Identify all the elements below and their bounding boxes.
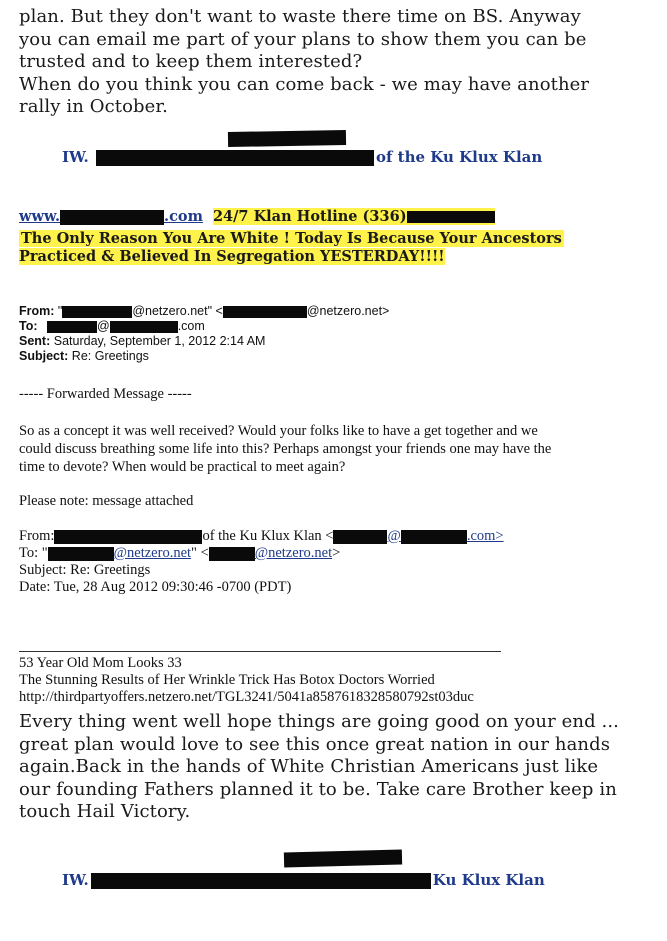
to-at: @ [97,319,110,333]
redaction-bar [223,306,307,318]
redaction-bar [48,547,114,561]
from-suffix-2: of the Ku Klux Klan < [202,528,334,544]
bottom-body-line: Every thing went well hope things are going good on your end ... [19,711,619,732]
redaction-bar [209,547,255,561]
promo-com-link[interactable]: .com [164,208,203,225]
promo-hotline [213,208,495,225]
subject-row [19,349,659,364]
divider [19,651,501,652]
from-email: @netzero.net" [132,304,213,318]
from-at-2[interactable]: @ [387,528,401,544]
signature-2 [62,871,545,889]
redaction-bar [47,321,97,333]
slogan-line: Practiced & Believed In Segregation YESTERDAY!!!! [19,248,445,265]
redaction-bar [96,150,374,166]
top-body-text [19,6,659,119]
redaction-bar [407,211,495,223]
bottom-body-line: touch Hail Victory. [19,801,191,822]
to-label: To: [19,319,38,333]
sent-value: Saturday, September 1, 2012 2:14 AM [53,334,266,348]
redaction-bar [91,873,431,889]
signature-suffix: Ku Klux Klan [432,871,545,889]
from-email-2: @netzero.net> [306,304,390,318]
redaction-bar [62,306,132,318]
message-line: time to devote? When would be practical to meet again? [19,459,346,475]
slogan-line: The Only Reason You Are White ! Today Is Because Your Ancestors [21,230,562,247]
top-body-line: When do you think you can come back - we may have another [19,73,590,95]
redaction-bar [401,530,467,544]
ad-headline: 53 Year Old Mom Looks 33 [19,655,182,671]
from-row [19,304,659,319]
from-com-2[interactable]: .com> [466,528,504,544]
signature-suffix: of the Ku Klux Klan [375,148,543,166]
email-header-2 [19,528,659,596]
redaction-bar [228,130,346,147]
top-body-line: plan. But they don't want to waste there time on BS. Anyway [19,6,581,27]
from-label: From: [19,304,55,318]
subject-label: Subject: [19,349,69,363]
attachment-note: Please note: message attached [19,493,194,509]
from-quote: " [57,304,63,318]
redaction-bar [284,849,402,867]
top-body-line: rally in October. [19,96,168,117]
bottom-body-text [19,711,659,824]
promo-slogan [19,230,564,266]
to-label-2: To: " [19,545,48,561]
redaction-bar [110,321,178,333]
to-row [19,319,659,334]
ad-subline: The Stunning Results of Her Wrinkle Trick Has Botox Doctors Worried [19,672,435,688]
email-header-1 [19,304,659,364]
to-mid-2: " < [191,545,209,561]
ad-block [19,655,659,706]
top-body-line: trusted and to keep them interested? [19,51,363,72]
message-line: So as a concept it was well received? Would your folks like to have a get together and we [19,423,538,439]
message-line: could discuss breathing some life into this? Perhaps amongst your friends one may have the [19,441,552,457]
promo-line [19,208,495,226]
signature-1 [62,148,542,166]
forwarded-marker: ----- Forwarded Message ----- [19,386,192,402]
signature-prefix: IW. [62,148,89,166]
to-end-2: > [332,545,341,561]
sent-label: Sent: [19,334,51,348]
promo-www-link[interactable]: www. [19,208,61,225]
from-row-2 [19,528,659,545]
to-email-link-2[interactable]: @netzero.net [254,545,333,561]
to-domain: .com [177,319,205,333]
date-row-2: Date: Tue, 28 Aug 2012 09:30:46 -0700 (PDT) [19,579,292,595]
hotline-label: 24/7 Klan Hotline (336) [212,208,407,225]
top-body-line: you can email me part of your plans to show them you can be [19,28,587,50]
subject-value: Re: Greetings [71,349,149,363]
sent-row [19,334,659,349]
from-bracket: < [215,304,223,318]
bottom-body-line: great plan would love to see this once great nation in our hands [19,733,611,755]
signature-prefix: IW. [62,871,89,889]
from-label-2: From: [19,528,55,544]
redaction-bar [333,530,387,544]
subject-row-2: Subject: Re: Greetings [19,562,151,578]
bottom-body-line: our founding Fathers planned it to be. Take care Brother keep in [19,778,617,800]
redaction-bar [54,530,202,544]
message-1 [19,422,659,476]
to-email-link[interactable]: @netzero.net [113,545,192,561]
to-row-2 [19,545,659,562]
ad-url[interactable]: http://thirdpartyoffers.netzero.net/TGL3241/5041a8587618328580792st03duc [19,689,474,705]
bottom-body-line: again.Back in the hands of White Christian Americans just like [19,756,599,777]
redaction-bar [60,210,164,225]
